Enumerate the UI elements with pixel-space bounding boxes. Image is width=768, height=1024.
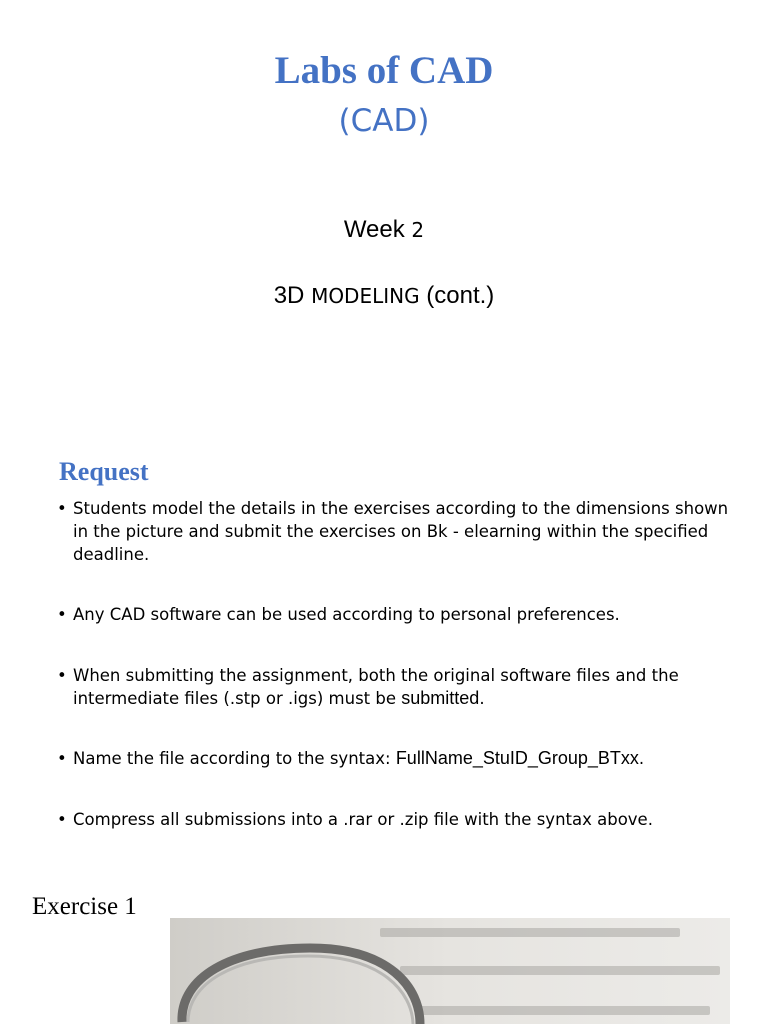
bullet-dot: • xyxy=(57,499,67,518)
request-heading: Request xyxy=(59,457,149,486)
list-item xyxy=(57,497,737,566)
filename-syntax: FullName_StuID_Group_BTxx xyxy=(395,748,639,768)
topic-modeling: MODELING xyxy=(311,284,420,308)
bullet-dot: • xyxy=(57,749,67,768)
text-before: Name the file according to the syntax: xyxy=(73,749,396,768)
bullet-dot: • xyxy=(57,605,67,624)
topic-3d: 3D xyxy=(273,282,312,309)
list-item-text: Compress all submissions into a .rar or .zip file with the syntax above. xyxy=(73,810,653,829)
bullet-dot: • xyxy=(57,810,67,829)
list-item xyxy=(57,747,737,770)
topic-heading xyxy=(0,282,768,310)
list-item-text: Any CAD software can be used according to personal preferences. xyxy=(73,605,620,624)
page-subtitle: (CAD) xyxy=(338,103,430,139)
list-item xyxy=(57,603,737,626)
week-number: 2 xyxy=(411,218,425,242)
week-text: Week xyxy=(343,216,412,243)
text-after: . xyxy=(479,689,485,708)
list-item-text: Students model the details in the exercises according to the dimensions shown in the picture and submit the exercises on Bk - elearning within the specified deadline. xyxy=(73,499,729,564)
exercise-part-image xyxy=(170,918,730,1024)
exercise-photo xyxy=(170,918,730,1024)
list-item xyxy=(57,664,737,710)
text-emphasis: submitted xyxy=(401,688,480,708)
list-item-text xyxy=(73,747,737,770)
text-before: When submitting the assignment, both the original software files and the intermediate files (.stp or .igs) must be xyxy=(73,666,679,708)
bullet-dot: • xyxy=(57,666,67,685)
exercise-label: Exercise 1 xyxy=(32,893,137,920)
list-item xyxy=(57,808,737,831)
week-label xyxy=(0,216,768,244)
text-after: . xyxy=(638,749,645,768)
page-title: Labs of CAD xyxy=(274,49,494,92)
list-item-text xyxy=(73,664,737,710)
topic-cont: (cont.) xyxy=(419,282,495,309)
